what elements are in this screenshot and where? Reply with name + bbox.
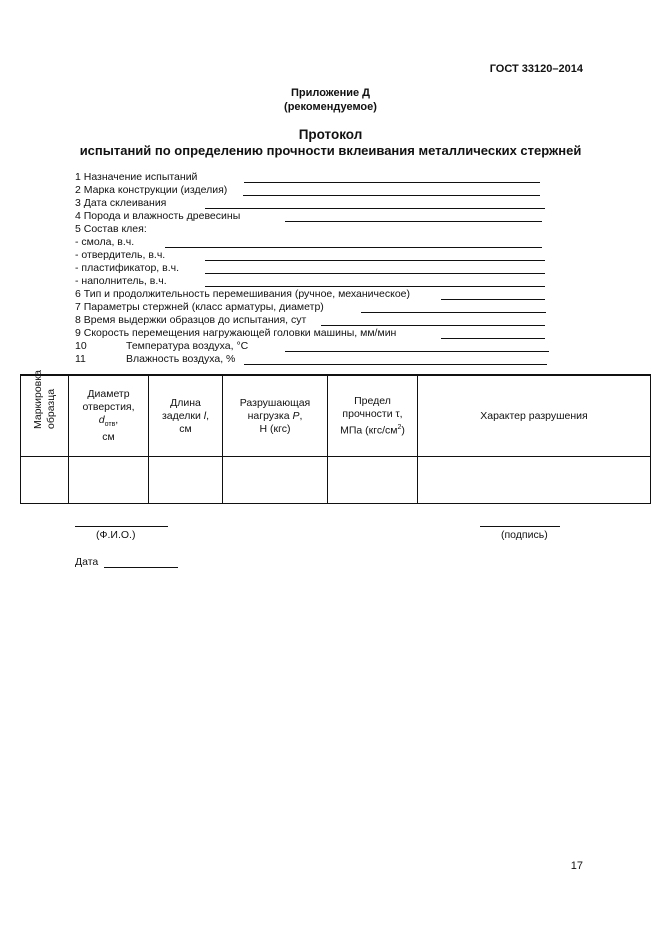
col-failure-header: Характер разрушения <box>418 375 651 457</box>
field-row-11: 11 <box>75 353 86 365</box>
col-diameter-header: Диаметр отверстия, $d_{отв}$, см <box>69 375 149 457</box>
field-row-7: 7 Параметры стержней (класс арматуры, диаметр) <box>75 301 324 313</box>
cell-diameter[interactable] <box>69 457 149 504</box>
field-row-3: 3 Дата склеивания <box>75 197 167 209</box>
protocol-title: Протокол <box>298 127 363 142</box>
cell-marking[interactable] <box>21 457 69 504</box>
field-line-11[interactable] <box>244 364 547 365</box>
cell-load[interactable] <box>223 457 328 504</box>
fio-line[interactable] <box>75 526 168 527</box>
field-line-4[interactable] <box>285 221 542 222</box>
field-line-9[interactable] <box>441 338 545 339</box>
cell-length[interactable] <box>149 457 223 504</box>
field-line-resin[interactable] <box>165 247 542 248</box>
field-row-hardener: - отвердитель, в.ч. <box>75 249 166 261</box>
signature-caption: (подпись) <box>501 529 548 541</box>
signature-line[interactable] <box>480 526 560 527</box>
field-line-2[interactable] <box>243 195 540 196</box>
field-line-plasticizer[interactable] <box>205 273 545 274</box>
field-line-3[interactable] <box>205 208 545 209</box>
col-load-header: Разрушающая нагрузка P, Н (кгс) <box>223 375 328 457</box>
field-line-10[interactable] <box>285 351 549 352</box>
table-row <box>21 457 651 504</box>
date-label: Дата <box>75 556 99 568</box>
field-line-1[interactable] <box>244 182 540 183</box>
cell-strength[interactable] <box>328 457 418 504</box>
fio-caption: (Ф.И.О.) <box>96 529 136 541</box>
table-header-row <box>21 375 651 457</box>
field-row-2: 2 Марка конструкции (изделия) <box>75 184 228 196</box>
protocol-subtitle: испытаний по определению прочности вклеивания металлических стержней <box>79 143 582 158</box>
col-strength-header: Предел прочности τ, МПа $(кгс/см^2)$ <box>328 375 418 457</box>
standard-code: ГОСТ 33120–2014 <box>489 63 583 75</box>
col-marking-header <box>21 370 69 457</box>
field-row-9: 9 Скорость перемещения нагружающей головки машины, мм/мин <box>75 327 397 339</box>
field-line-filler[interactable] <box>205 286 545 287</box>
date-line[interactable] <box>104 567 178 568</box>
field-row-6: 6 Тип и продолжительность перемешивания (ручное, механическое) <box>75 288 410 300</box>
col-length-header: Длина заделки l, см <box>149 375 223 457</box>
field-label-10: Температура воздуха, °С <box>126 340 249 352</box>
field-row-1: 1 Назначение испытаний <box>75 171 198 183</box>
appendix-title: Приложение Д <box>291 87 370 99</box>
field-row-resin: - смола, в.ч. <box>75 236 135 248</box>
results-table <box>20 370 651 504</box>
field-label-11: Влажность воздуха, % <box>126 353 236 365</box>
page-number: 17 <box>570 860 583 872</box>
appendix-subtitle: (рекомендуемое) <box>284 101 377 113</box>
field-row-10: 10 <box>75 340 87 352</box>
field-row-4: 4 Порода и влажность древесины <box>75 210 241 222</box>
field-row-filler: - наполнитель, в.ч. <box>75 275 167 287</box>
field-line-6[interactable] <box>441 299 545 300</box>
field-row-plasticizer: - пластификатор, в.ч. <box>75 262 180 274</box>
field-line-7[interactable] <box>361 312 546 313</box>
field-line-8[interactable] <box>321 325 545 326</box>
field-line-hardener[interactable] <box>205 260 545 261</box>
field-row-8: 8 Время выдержки образцов до испытания, сут <box>75 314 307 326</box>
cell-failure[interactable] <box>418 457 651 504</box>
col-marking-label: Маркировка образца <box>31 370 57 429</box>
field-row-5: 5 Состав клея: <box>75 223 147 235</box>
